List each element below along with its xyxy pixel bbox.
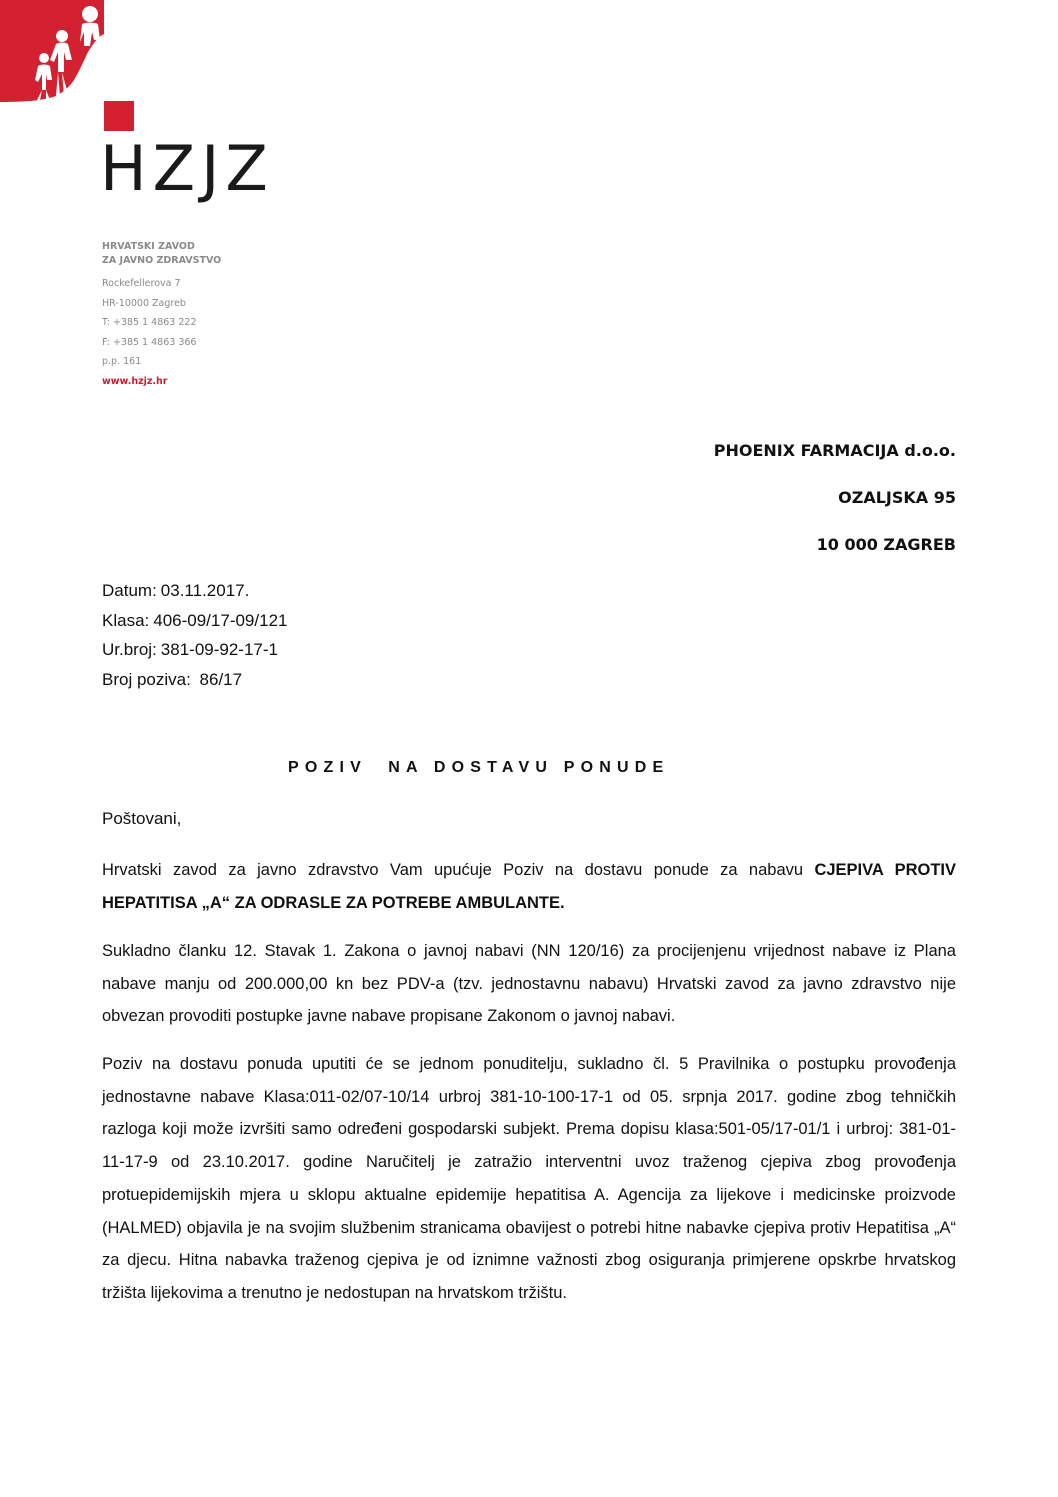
salutation: Poštovani,: [102, 809, 182, 828]
org-address-street: Rockefellerova 7: [102, 278, 181, 289]
class-label: Klasa:: [102, 610, 150, 630]
reference-row: [102, 635, 287, 665]
org-phone: T: +385 1 4863 222: [102, 317, 197, 328]
recipient-name: PHOENIX FARMACIJA d.o.o.: [713, 441, 956, 460]
organization-info: [102, 240, 221, 391]
org-name-line1: HRVATSKI ZAVOD: [102, 241, 195, 252]
recipient-street: OZALJSKA 95: [838, 488, 956, 507]
reference-label: Ur.broj:: [102, 640, 157, 659]
org-website-link[interactable]: www.hzjz.hr: [102, 375, 168, 387]
recipient-city: 10 000 ZAGREB: [816, 535, 956, 554]
org-po-box: p.p. 161: [102, 356, 142, 367]
paragraph-intro-bold: CJEPIVA PROTIV HEPATITISA „A“ ZA ODRASLE ZA POTREBE AMBULANTE.: [102, 861, 956, 912]
call-number-row: [102, 665, 287, 695]
hzjz-figures-logo: [0, 0, 104, 102]
document-meta: [102, 576, 287, 694]
brand-logo-text: HZJZ: [100, 132, 274, 205]
paragraph-intro: [102, 854, 956, 919]
date-value: 03.11.2017.: [160, 581, 250, 600]
brand-red-square: [104, 101, 134, 131]
org-address-city: HR-10000 Zagreb: [102, 297, 186, 309]
paragraph-legal-basis: Sukladno članku 12. Stavak 1. Zakona o javnoj nabavi (NN 120/16) za procijenjenu vrijednost nabave iz Plana nabave manju od 200.000,00 kn bez PDV-a (tzv. jednostavnu nabavu) Hrvatski zavod za javno zdravstvo nije obvezan provoditi postupke javne nabave propisane Zakonom o javnoj nabavi.: [102, 942, 956, 1025]
org-fax: F: +385 1 4863 366: [102, 336, 197, 348]
paragraph-justification: Poziv na dostavu ponuda uputiti će se jednom ponuditelju, sukladno čl. 5 Pravilnika o postupku provođenja jednostavne nabave Klasa:011-02/07-10/14 urbroj 381-10-100-17-1 od 05. srpnja 2017. godine zbog tehničkih razloga koji može izvršiti samo određeni gospodarski subjekt. Prema dopisu klasa:501-05/17-01/1 i urbroj: 381-01-11-17-9 od 23.10.2017. godine Naručitelj je zatražio interventni uvoz traženog cjepiva zbog provođenja protuepidemijskih mjera u sklopu aktualne epidemije hepatitisa A. Agencija za lijekove i medicinske proizvode (HALMED) objavila je na svojim službenim stranicama obavijest o potrebi hitne nabavke cjepiva protiv Hepatitisa „A“ za djecu. Hitna nabavka traženog cjepiva je od iznimne važnosti zbog osiguranja primjerene opskrbe hrvatskog tržišta lijekovima a trenutno je nedostupan na hrvatskom tržištu.: [102, 1055, 956, 1302]
date-label: Datum:: [102, 581, 157, 600]
date-row: [102, 576, 287, 606]
class-row: [102, 606, 287, 636]
org-name-line2: ZA JAVNO ZDRAVSTVO: [102, 255, 222, 266]
paragraph-intro-text: Hrvatski zavod za javno zdravstvo Vam upućuje Poziv na dostavu ponude za nabavu: [102, 861, 815, 879]
recipient-address: [714, 438, 956, 579]
reference-value: 381-09-92-17-1: [160, 640, 278, 659]
call-number-label: Broj poziva:: [102, 669, 191, 689]
call-number-value: 86/17: [194, 669, 243, 689]
class-value: 406-09/17-09/121: [153, 610, 288, 630]
document-title: POZIV NA DOSTAVU PONUDE: [288, 759, 670, 776]
